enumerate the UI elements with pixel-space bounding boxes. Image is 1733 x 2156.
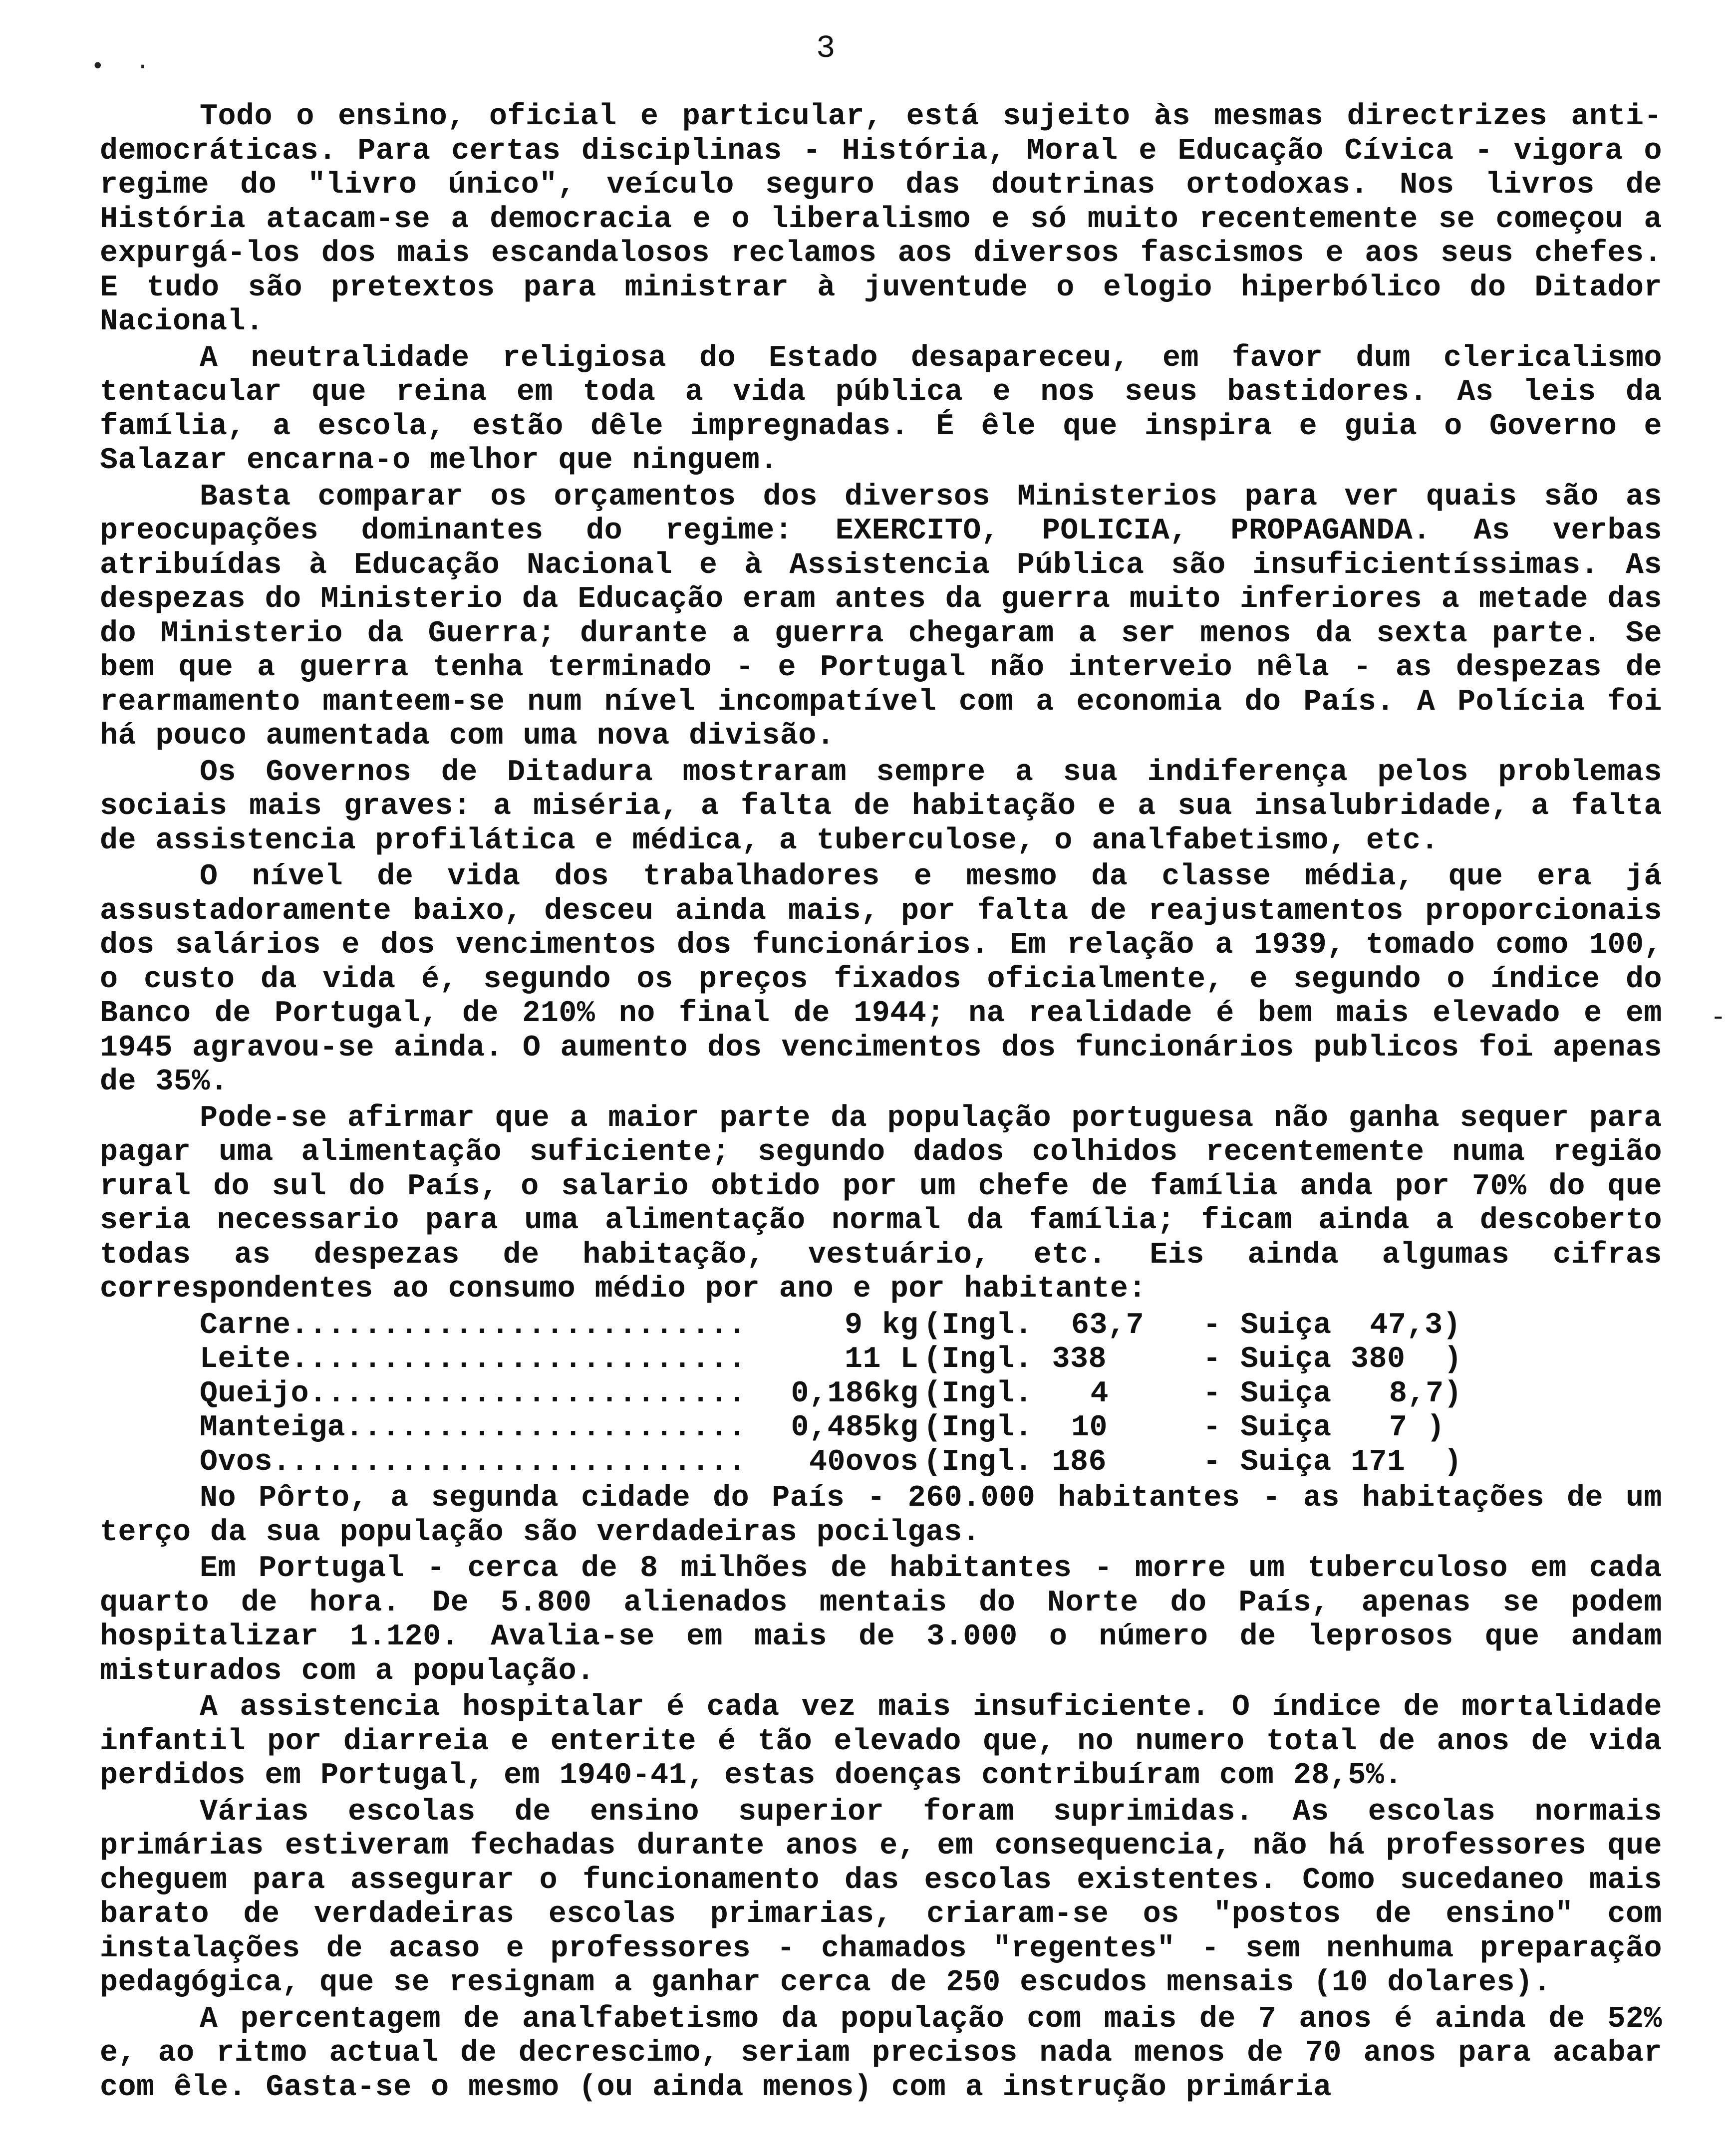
table-row: [100, 1411, 1662, 1445]
item-value: 11 L: [844, 1343, 918, 1376]
switzerland-value: - Suiça 7 ): [1203, 1411, 1445, 1445]
england-value: (Ingl. 63,7: [923, 1308, 1145, 1343]
paragraph: A neutralidade religiosa do Estado desapareceu, em favor dum clericalismo tentacular que reina em toda a vida pública e nos seus bastidores. As leis da família, a escola, estão dêle impregnadas. É êle que inspira e guia o Governo e Salazar encarna-o melhor que ninguem.: [100, 341, 1662, 478]
item-label: Queijo........................: [200, 1376, 747, 1411]
table-row: [100, 1309, 1662, 1343]
paragraph: Os Governos de Ditadura mostraram sempre a sua indiferença pelos problemas sociais mais graves: a miséria, a falta de habitação e a sua insalubridade, a falta de assistencia profilática e médica, a tuberculose, o analfabetismo, etc.: [100, 755, 1662, 858]
paragraph: Em Portugal - cerca de 8 milhões de habitantes - morre um tuberculoso em cada quarto de hora. De 5.800 alienados mentais do Norte do País, apenas se podem hospitalizar 1.120. Avalia-se em mais de 3.000 o número de leprosos que andam misturados com a população.: [100, 1552, 1662, 1688]
stray-mark: •: [91, 54, 105, 80]
paragraph: O nível de vida dos trabalhadores e mesmo da classe média, que era já assustadoramente baixo, desceu ainda mais, por falta de reajustamentos proporcionais dos salários e dos vencimentos dos funcionários. Em relação a 1939, tomado como 100, o custo da vida é, segundo os preços fixados oficialmente, e segundo o índice do Banco de Portugal, de 210% no final de 1944; na realidade é bem mais elevado e em 1945 agravou-se ainda. O aumento dos vencimentos dos funcionários publicos foi apenas de 35%.: [100, 860, 1662, 1099]
consumption-table: [100, 1309, 1662, 1480]
paragraph: A assistencia hospitalar é cada vez mais insuficiente. O índice de mortalidade infantil por diarreia e enterite é tão elevado que, no numero total de anos de vida perdidos em Portugal, em 1940-41, estas doenças contribuíram com 28,5%.: [100, 1690, 1662, 1793]
page-number: 3: [816, 31, 836, 67]
switzerland-value: - Suiça 380 ): [1203, 1343, 1462, 1376]
item-value: 0,485kg: [791, 1411, 918, 1445]
item-label: Ovos..........................: [200, 1445, 747, 1479]
margin-mark: -: [1710, 1003, 1726, 1033]
paragraph: No Pôrto, a segunda cidade do País - 260.000 habitantes - as habitações de um terço da sua população são verdadeiras pocilgas.: [100, 1481, 1662, 1550]
item-value: 40ovos: [809, 1445, 918, 1479]
item-label: Carne.........................: [200, 1308, 747, 1343]
table-row: [100, 1343, 1662, 1377]
england-value: (Ingl. 10: [923, 1411, 1108, 1445]
switzerland-value: - Suiça 47,3): [1203, 1308, 1461, 1343]
switzerland-value: - Suiça 171 ): [1203, 1445, 1462, 1479]
table-row: [100, 1377, 1662, 1411]
paragraph: Pode-se afirmar que a maior parte da população portuguesa não ganha sequer para pagar uma alimentação suficiente; segundo dados colhidos recentemente numa região rural do sul do País, o salario obtido por um chefe de família anda por 70% do que seria necessario para uma alimentação normal da família; ficam ainda a descoberto todas as despezas de habitação, vestuário, etc. Eis ainda algumas cifras correspondentes ao consumo médio por ano e por habitante:: [100, 1101, 1662, 1306]
item-label: Manteiga......................: [200, 1411, 747, 1445]
paragraph: Todo o ensino, oficial e particular, está sujeito às mesmas directrizes anti-democráticas. Para certas disciplinas - História, Moral e Educação Cívica - vigora o regime do "livro único", veículo seguro das doutrinas ortodoxas. Nos livros de História atacam-se a democracia e o liberalismo e só muito recentemente se começou a expurgá-los dos mais escandalosos reclamos aos diversos fascismos e aos seus chefes. E tudo são pretextos para ministrar à juventude o elogio hiperbólico do Ditador Nacional.: [100, 100, 1662, 339]
switzerland-value: - Suiça 8,7): [1203, 1376, 1462, 1411]
body-text: [100, 100, 1662, 2107]
england-value: (Ingl. 338: [923, 1343, 1107, 1376]
item-label: Leite.........................: [200, 1343, 747, 1376]
paragraph: A percentagem de analfabetismo da população com mais de 7 anos é ainda de 52% e, ao ritmo actual de decrescimo, seriam precisos nada menos de 70 anos para acabar com êle. Gasta-se o mesmo (ou ainda menos) com a instrução primária: [100, 2002, 1662, 2105]
england-value: (Ingl. 4: [923, 1376, 1109, 1411]
stray-mark: ·: [136, 54, 150, 80]
table-row: [100, 1445, 1662, 1480]
england-value: (Ingl. 186: [923, 1445, 1107, 1479]
item-value: 9 kg: [844, 1308, 918, 1343]
item-value: 0,186kg: [791, 1376, 918, 1411]
paragraph: Várias escolas de ensino superior foram suprimidas. As escolas normais primárias estiveram fechadas durante anos e, em consequencia, não há professores que cheguem para assegurar o funcionamento das escolas existentes. Como sucedaneo mais barato de verdadeiras escolas primarias, criaram-se os "postos de ensino" com instalações de acaso e professores - chamados "regentes" - sem nenhuma preparação pedagógica, que se resignam a ganhar cerca de 250 escudos mensais (10 dolares).: [100, 1795, 1662, 2000]
paragraph: Basta comparar os orçamentos dos diversos Ministerios para ver quais são as preocupações dominantes do regime: EXERCITO, POLICIA, PROPAGANDA. As verbas atribuídas à Educação Nacional e à Assistencia Pública são insuficientíssimas. As despezas do Ministerio da Educação eram antes da guerra muito inferiores a metade das do Ministerio da Guerra; durante a guerra chegaram a ser menos da sexta parte. Se bem que a guerra tenha terminado - e Portugal não interveio nêla - as despezas de rearmamento manteem-se num nível incompatível com a economia do País. A Polícia foi há pouco aumentada com uma nova divisão.: [100, 480, 1662, 753]
